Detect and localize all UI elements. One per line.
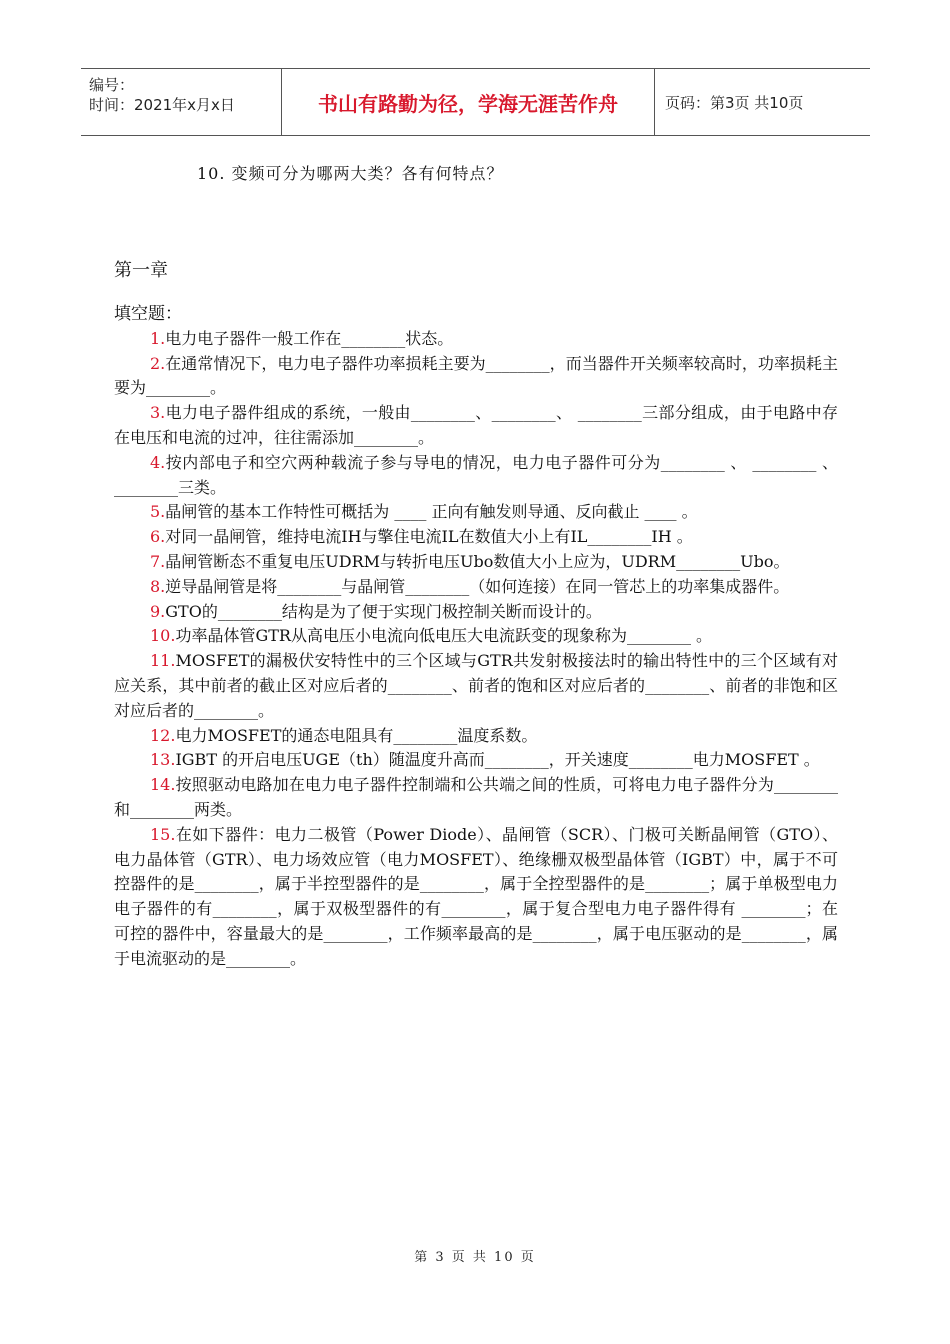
question-item [114,525,838,550]
question-number: 10. [150,626,176,646]
header-page-label: 页码：第3页 共10页 [665,93,804,112]
question-item [114,352,838,402]
date-label: 时间：2021年x月x日 [89,96,235,114]
question-number: 7. [150,551,166,571]
question-item [114,649,838,723]
question-number: 8. [150,576,166,596]
question-item [114,327,838,352]
question-text: 电力电子器件一般工作在________状态。 [165,328,454,348]
question-number: 9. [150,601,166,621]
header-motto: 书山有路勤为径，学海无涯苦作舟 [282,69,655,135]
question-item [114,550,838,575]
question-text: IGBT 的开启电压UGE（th）随温度升高而________，开关速度________电力MOSFET 。 [175,750,820,770]
question-number: 4. [150,452,166,472]
question-text: 逆导晶闸管是将________与晶闸管________（如何连接）在同一管芯上的功率集成器件。 [165,576,790,596]
page-footer: 第 3 页 共 10 页 [414,1250,536,1265]
question-item [114,575,838,600]
question-item [114,500,838,525]
question-text: 电力电子器件组成的系统，一般由________、________、 ________三部分组成，由于电路中存在电压和电流的过冲，往往需添加________。 [114,403,838,447]
section-title: 填空题： [114,304,182,324]
question-number: 1. [150,328,166,348]
fill-in-section [114,302,838,972]
header-info-cell [81,69,282,135]
question-number: 13. [150,750,176,770]
chapter-title: 第一章 [114,260,168,281]
question-item [114,624,838,649]
question-item [114,773,838,823]
question-text: 功率晶体管GTR从高电压小电流向低电压大电流跃变的现象称为________ 。 [175,626,713,646]
question-text: 电力MOSFET的通态电阻具有________温度系数。 [175,725,538,745]
question-text: 对同一晶闸管，维持电流IH与擎住电流IL在数值大小上有IL________IH 。 [165,527,693,547]
question-number: 3. [150,403,166,423]
question-item [114,600,838,625]
question-text: 按内部电子和空穴两种载流子参与导电的情况，电力电子器件可分为________ 、 ________ 、________三类。 [114,452,838,497]
question-text: 晶闸管的基本工作特性可概括为 ____ 正向有触发则导通、反向截止 ____ 。 [165,502,698,522]
question-item [114,823,838,972]
question-text: 晶闸管断态不重复电压UDRM与转折电压Ubo数值大小上应为，UDRM________Ubo。 [165,551,790,571]
question-item [114,451,838,501]
question-number: 11. [150,651,176,671]
question-number: 15. [150,824,176,844]
question-list [114,327,838,972]
question-text: GTO的________结构是为了便于实现门极控制关断而设计的。 [165,601,602,621]
question-text: 在通常情况下，电力电子器件功率损耗主要为________，而当器件开关频率较高时，功率损耗主要为________。 [114,353,838,398]
page-header [81,68,870,136]
question-number: 12. [150,725,176,745]
question-10: 10. 变频可分为哪两大类？各有何特点？ [197,164,504,183]
question-number: 2. [150,353,166,373]
question-text: 按照驱动电路加在电力电子器件控制端和公共端之间的性质，可将电力电子器件分为________和________两类。 [114,775,838,819]
question-number: 14. [150,775,176,795]
question-item [114,724,838,749]
question-item [114,748,838,773]
question-number: 5. [150,502,166,522]
question-text: 在如下器件：电力二极管（Power Diode）、晶闸管（SCR）、门极可关断晶闸管（GTO）、电力晶体管（GTR）、电力场效应管（电力MOSFET）、绝缘栅双极型晶体管（IGBT）中，属于不可控器件的是________，属于半控型器件的是________，属于全控型器件的是________；属于单极型电力电子器件的有________，属于双极型器件的有________，属于复合型电力电子器件得有 ________；在可控的器件中，容量最大的是________，工作频率最高的是________，属于电压驱动的是________，属于电流驱动的是________。 [114,824,838,968]
serial-label: 编号： [89,76,135,94]
question-item [114,401,838,451]
question-number: 6. [150,527,166,547]
question-text: MOSFET的漏极伏安特性中的三个区域与GTR共发射极接法时的输出特性中的三个区域有对应关系，其中前者的截止区对应后者的________、前者的饱和区对应后者的________、前者的非饱和区对应后者的________。 [114,651,838,720]
